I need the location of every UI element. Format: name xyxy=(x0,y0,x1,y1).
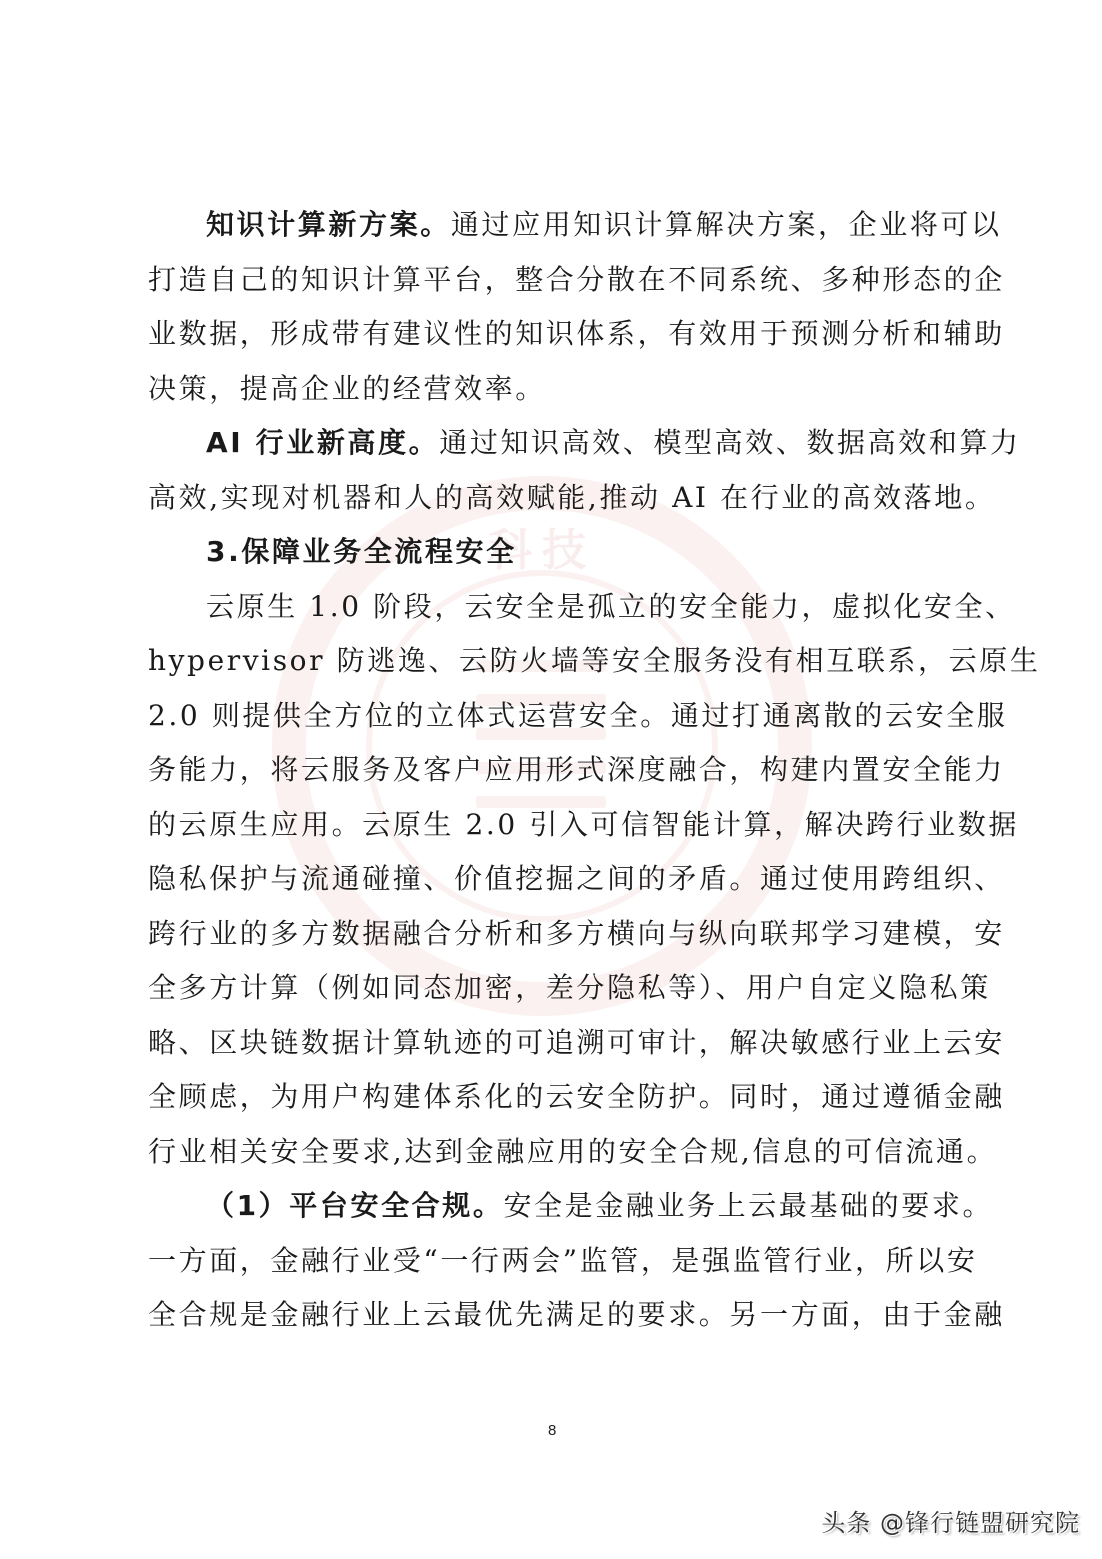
paragraph-line: 隐私保护与流通碰撞、价值挖掘之间的矛盾。通过使用跨组织、 xyxy=(148,862,1005,895)
paragraph-knowledge-computing xyxy=(148,198,1005,416)
paragraph-line: 的云原生应用。云原生 2.0 引入可信智能计算，解决跨行业数据 xyxy=(148,807,1019,841)
paragraph-lead: AI 行业新高度。 xyxy=(206,426,440,459)
paragraph-line: hypervisor 防逃逸、云防火墙等安全服务没有相互联系，云原生 xyxy=(148,644,1041,677)
paragraph-line: 打造自己的知识计算平台，整合分散在不同系统、多种形态的企 xyxy=(148,262,1005,296)
paragraph-line: 全多方计算（例如同态加密，差分隐私等）、用户自定义隐私策 xyxy=(148,971,991,1004)
paragraph-ai-industry xyxy=(148,416,1021,525)
paragraph-line: 全合规是金融行业上云最优先满足的要求。另一方面，由于金融 xyxy=(148,1298,1005,1331)
paragraph-line: 业数据，形成带有建议性的知识体系，有效用于预测分析和辅助 xyxy=(148,317,1005,350)
paragraph-line: 跨行业的多方数据融合分析和多方横向与纵向联邦学习建模，安 xyxy=(148,916,1005,950)
source-attribution: 头条 @锋行链盟研究院 xyxy=(821,1509,1080,1537)
paragraph-line: 高效,实现对机器和人的高效赋能,推动 AI 在行业的高效落地。 xyxy=(148,480,996,514)
section-heading: 3.保障业务全流程安全 xyxy=(206,535,517,568)
watermark-seal-text: 科技 xyxy=(488,525,596,576)
paragraph-platform-compliance xyxy=(148,1179,1005,1343)
paragraph-line: 略、区块链数据计算轨迹的可追溯可审计，解决敏感行业上云安 xyxy=(148,1025,1005,1059)
document-body xyxy=(148,198,1041,1343)
paragraph-lead: 知识计算新方案。 xyxy=(206,208,451,241)
paragraph-line: 2.0 则提供全方位的立体式运营安全。通过打通离散的云安全服 xyxy=(148,698,1008,732)
page-number: 8 xyxy=(548,1422,557,1439)
paragraph-text: 通过知识高效、模型高效、数据高效和算力 xyxy=(439,426,1021,459)
paragraph-line: 行业相关安全要求,达到金融应用的安全合规,信息的可信流通。 xyxy=(148,1134,998,1168)
paragraph-text: 安全是金融业务上云最基础的要求。 xyxy=(503,1189,994,1222)
paragraph-lead: （1）平台安全合规。 xyxy=(206,1189,504,1222)
paragraph-line: 全顾虑，为用户构建体系化的云安全防护。同时，通过遵循金融 xyxy=(148,1080,1005,1113)
paragraph-line: 务能力，将云服务及客户应用形式深度融合，构建内置安全能力 xyxy=(148,753,1005,786)
paragraph-text: 通过应用知识计算解决方案，企业将可以 xyxy=(450,208,1002,241)
paragraph-line: 决策，提高企业的经营效率。 xyxy=(148,371,546,405)
paragraph-cloud-native-security xyxy=(148,580,1041,1180)
paragraph-line: 云原生 1.0 阶段，云安全是孤立的安全能力，虚拟化安全、 xyxy=(206,589,1016,623)
paragraph-line: 一方面，金融行业受“一行两会”监管，是强监管行业，所以安 xyxy=(148,1243,978,1277)
